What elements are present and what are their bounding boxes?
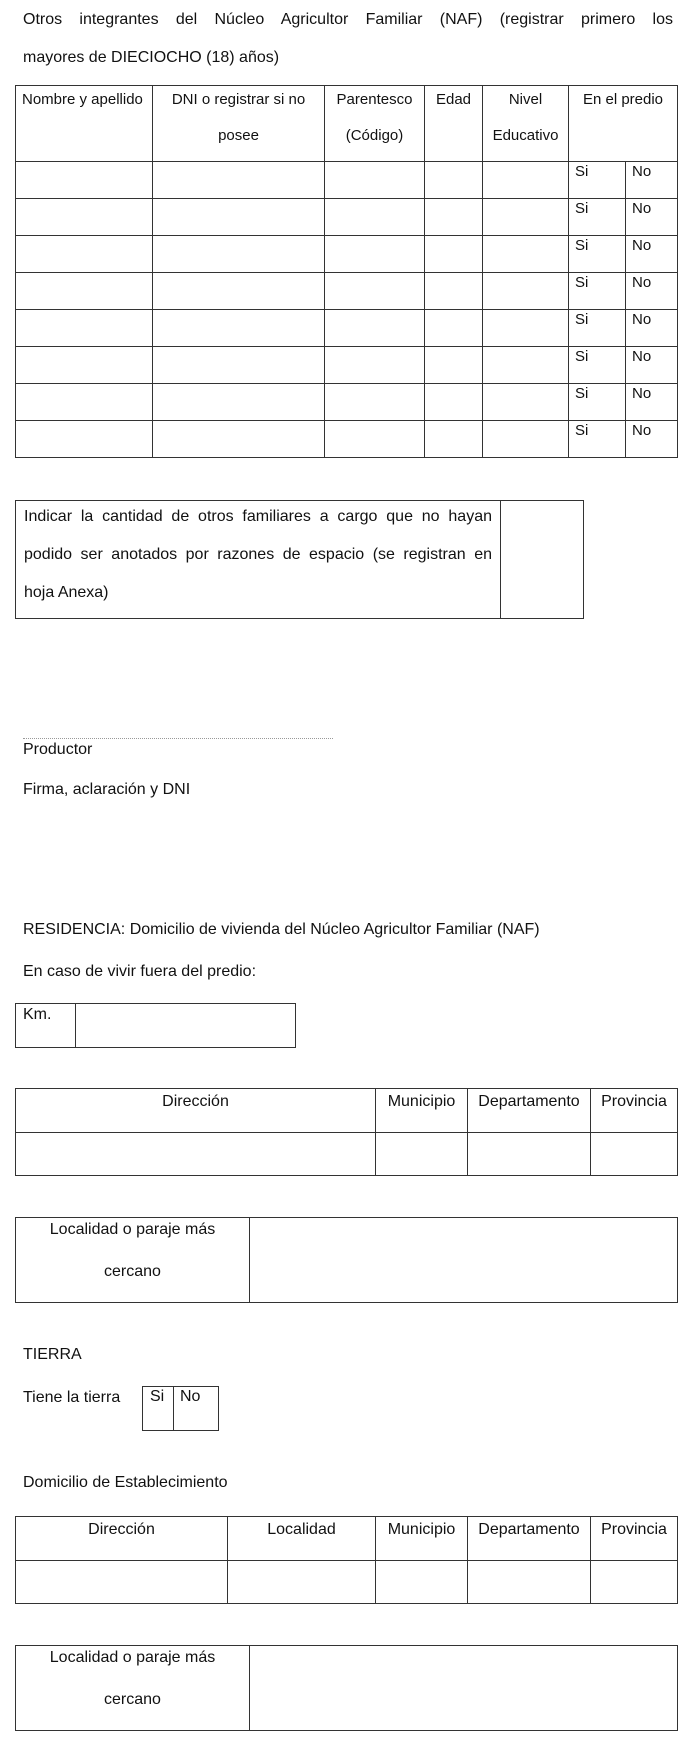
res-province-field[interactable] <box>591 1133 678 1176</box>
residence-address-table <box>15 1088 678 1176</box>
member-dni-field[interactable] <box>153 310 325 347</box>
member-age-field[interactable] <box>425 199 483 236</box>
est-nearest-field[interactable] <box>250 1646 678 1731</box>
member-education-field[interactable] <box>483 162 569 199</box>
member-onsite-no[interactable]: No <box>626 236 678 273</box>
member-age-field[interactable] <box>425 384 483 421</box>
others-note-box <box>15 500 584 619</box>
res-municipality-header: Municipio <box>376 1089 468 1133</box>
member-onsite-no[interactable]: No <box>626 199 678 236</box>
member-onsite-yes[interactable]: Si <box>569 310 626 347</box>
member-name-field[interactable] <box>16 347 153 384</box>
member-onsite-yes[interactable]: Si <box>569 162 626 199</box>
land-yes-option[interactable]: Si <box>143 1387 174 1431</box>
member-education-field[interactable] <box>483 421 569 458</box>
est-address-header: Dirección <box>16 1517 228 1561</box>
naf-intro-line1: Otros integrantes del Núcleo Agricultor Familiar (NAF) (registrar primero los <box>23 11 673 28</box>
est-department-header: Departamento <box>468 1517 591 1561</box>
member-age-field[interactable] <box>425 421 483 458</box>
est-municipality-header: Municipio <box>376 1517 468 1561</box>
member-onsite-yes[interactable]: Si <box>569 384 626 421</box>
km-field[interactable] <box>76 1004 296 1048</box>
est-locality-header: Localidad <box>228 1517 376 1561</box>
km-table <box>15 1003 296 1048</box>
member-kinship-field[interactable] <box>325 421 425 458</box>
res-nearest-field[interactable] <box>250 1218 678 1303</box>
member-kinship-field[interactable] <box>325 199 425 236</box>
est-nearest-label: Localidad o paraje más cercano <box>16 1646 250 1731</box>
member-row <box>16 310 678 347</box>
res-nearest-label: Localidad o paraje más cercano <box>16 1218 250 1303</box>
member-dni-field[interactable] <box>153 273 325 310</box>
member-row <box>16 273 678 310</box>
members-table <box>15 85 678 458</box>
member-kinship-field[interactable] <box>325 384 425 421</box>
residence-title: RESIDENCIA: Domicilio de vivienda del Núcleo Agricultor Familiar (NAF) <box>23 921 540 938</box>
member-onsite-no[interactable]: No <box>626 421 678 458</box>
members-header-row <box>16 86 678 162</box>
member-row <box>16 162 678 199</box>
naf-intro-line2: mayores de DIECIOCHO (18) años) <box>23 49 280 66</box>
km-label: Km. <box>16 1004 76 1048</box>
est-locality-field[interactable] <box>228 1561 376 1604</box>
res-department-header: Departamento <box>468 1089 591 1133</box>
residence-subtitle: En caso de vivir fuera del predio: <box>23 963 257 980</box>
member-row <box>16 347 678 384</box>
signature-caption: Firma, aclaración y DNI <box>23 781 191 798</box>
member-name-field[interactable] <box>16 310 153 347</box>
land-question: Tiene la tierra <box>23 1389 121 1406</box>
member-dni-field[interactable] <box>153 384 325 421</box>
member-row <box>16 236 678 273</box>
est-province-header: Provincia <box>591 1517 678 1561</box>
member-age-field[interactable] <box>425 162 483 199</box>
col-dni-header: DNI o registrar si no posee <box>153 86 325 162</box>
member-dni-field[interactable] <box>153 421 325 458</box>
member-onsite-no[interactable]: No <box>626 347 678 384</box>
member-dni-field[interactable] <box>153 199 325 236</box>
col-age-header: Edad <box>425 86 483 162</box>
member-name-field[interactable] <box>16 421 153 458</box>
member-education-field[interactable] <box>483 310 569 347</box>
member-name-field[interactable] <box>16 384 153 421</box>
member-onsite-no[interactable]: No <box>626 273 678 310</box>
col-education-header: Nivel Educativo <box>483 86 569 162</box>
establishment-address-table <box>15 1516 678 1604</box>
est-municipality-field[interactable] <box>376 1561 468 1604</box>
residence-nearest-table <box>15 1217 678 1303</box>
member-name-field[interactable] <box>16 236 153 273</box>
signature-line <box>23 738 333 739</box>
member-kinship-field[interactable] <box>325 236 425 273</box>
member-age-field[interactable] <box>425 310 483 347</box>
signature-role: Productor <box>23 741 93 758</box>
member-name-field[interactable] <box>16 162 153 199</box>
res-address-field[interactable] <box>16 1133 376 1176</box>
col-name-header: Nombre y apellido <box>16 86 153 162</box>
col-kinship-header: Parentesco (Código) <box>325 86 425 162</box>
member-onsite-yes[interactable]: Si <box>569 236 626 273</box>
member-kinship-field[interactable] <box>325 347 425 384</box>
member-age-field[interactable] <box>425 273 483 310</box>
establishment-title: Domicilio de Establecimiento <box>23 1474 228 1491</box>
member-age-field[interactable] <box>425 236 483 273</box>
member-onsite-yes[interactable]: Si <box>569 421 626 458</box>
member-onsite-no[interactable]: No <box>626 384 678 421</box>
res-address-header: Dirección <box>16 1089 376 1133</box>
res-department-field[interactable] <box>468 1133 591 1176</box>
member-row <box>16 421 678 458</box>
member-education-field[interactable] <box>483 273 569 310</box>
member-education-field[interactable] <box>483 199 569 236</box>
col-onsite-header: En el predio <box>569 86 678 162</box>
member-onsite-yes[interactable]: Si <box>569 273 626 310</box>
member-kinship-field[interactable] <box>325 273 425 310</box>
member-dni-field[interactable] <box>153 347 325 384</box>
est-address-field[interactable] <box>16 1561 228 1604</box>
member-dni-field[interactable] <box>153 236 325 273</box>
member-education-field[interactable] <box>483 347 569 384</box>
land-no-option[interactable]: No <box>174 1387 219 1431</box>
member-age-field[interactable] <box>425 347 483 384</box>
member-kinship-field[interactable] <box>325 310 425 347</box>
member-onsite-no[interactable]: No <box>626 162 678 199</box>
member-name-field[interactable] <box>16 273 153 310</box>
est-province-field[interactable] <box>591 1561 678 1604</box>
res-province-header: Provincia <box>591 1089 678 1133</box>
member-onsite-no[interactable]: No <box>626 310 678 347</box>
land-yesno-table <box>142 1386 219 1431</box>
member-row <box>16 384 678 421</box>
establishment-nearest-table <box>15 1645 678 1731</box>
others-count-field[interactable] <box>501 501 584 619</box>
member-education-field[interactable] <box>483 236 569 273</box>
member-dni-field[interactable] <box>153 162 325 199</box>
member-row <box>16 199 678 236</box>
others-note-text: Indicar la cantidad de otros familiares a cargo que no hayan podido ser anotados por razones de espacio (se registran en hoja Anexa) <box>16 501 501 619</box>
member-kinship-field[interactable] <box>325 162 425 199</box>
res-municipality-field[interactable] <box>376 1133 468 1176</box>
member-onsite-yes[interactable]: Si <box>569 199 626 236</box>
member-education-field[interactable] <box>483 384 569 421</box>
land-title: TIERRA <box>23 1346 82 1363</box>
est-department-field[interactable] <box>468 1561 591 1604</box>
member-onsite-yes[interactable]: Si <box>569 347 626 384</box>
member-name-field[interactable] <box>16 199 153 236</box>
